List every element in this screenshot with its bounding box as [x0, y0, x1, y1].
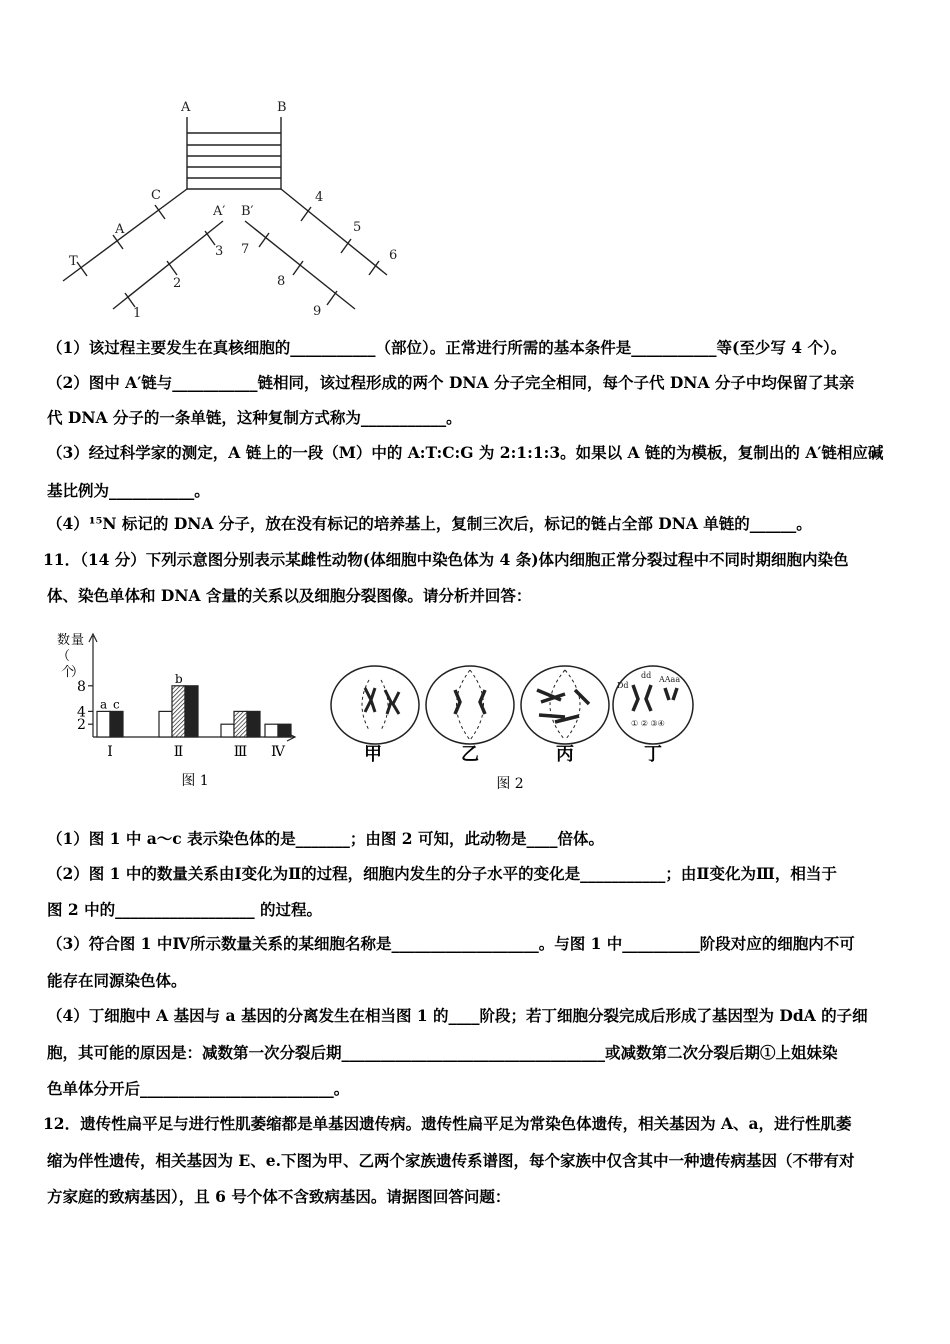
cell-label-yi: 乙	[461, 744, 479, 765]
q11-intro-1	[43, 548, 849, 570]
q10-line-3: 代 DNA 分子的一条单链，这种复制方式称为___________。	[47, 408, 462, 427]
chart-bar-label: c	[113, 697, 120, 712]
cell-label-bing: 丙	[556, 744, 574, 765]
q11-line-8: 色单体分开后_________________________。	[47, 1079, 350, 1098]
label-6: 6	[389, 248, 398, 263]
ding-label-numbers: ① ② ③④	[631, 719, 665, 728]
chart-ytick-label: 8	[77, 678, 86, 695]
q12-line-1: 12．遗传性扁平足与进行性肌萎缩都是单基因遗传病。遗传性扁平足为常染色体遗传，相关基因为 A、a，进行性肌萎	[43, 1114, 852, 1133]
chart-ylabel-char: （	[57, 649, 71, 664]
q11-line-3: 图 2 中的__________________ 的过程。	[47, 900, 322, 919]
chart-ylabel-char: ）	[71, 665, 85, 680]
q10-line-6: （4）¹⁵N 标记的 DNA 分子，放在没有标记的培养基上，复制三次后，标记的链占全部 DNA 单链的______。	[47, 514, 812, 533]
label-9: 9	[313, 304, 322, 319]
chart-bar-a	[221, 724, 234, 737]
chart-ylabel-char: 数	[57, 633, 71, 648]
chart-bar-b	[172, 686, 185, 737]
chart-category-label: Ⅱ	[173, 744, 184, 760]
chart-ytick-label: 2	[77, 717, 86, 734]
chart-bar-c	[110, 711, 123, 737]
q10-line-1: （1）该过程主要发生在真核细胞的___________（部位）。正常进行所需的基本条件是___________等(至少写 4 个）。	[47, 338, 847, 357]
q11-line-1: （1）图 1 中 a～c 表示染色体的是_______；由图 2 可知，此动物是____倍体。	[47, 829, 604, 848]
chart-bar-c	[185, 686, 198, 737]
cell-yi	[426, 666, 514, 744]
chart-ylabel-char: 量	[71, 633, 85, 648]
chart-bar-b	[234, 711, 247, 737]
chart-bar-label: a	[100, 697, 108, 712]
figure-1-bar-chart	[55, 628, 305, 793]
chart-bar-c	[247, 711, 260, 737]
q12-line-3: 方家庭的致病基因），且 6 号个体不含致病基因。请据图回答问题：	[47, 1187, 511, 1206]
dna-replication-figure	[55, 95, 415, 320]
label-2: 2	[173, 276, 182, 291]
label-1: 1	[133, 306, 142, 320]
label-A2: A	[115, 222, 125, 237]
label-B-prime: B′	[241, 204, 254, 219]
chart-bar-a	[97, 711, 110, 737]
chart-category-label: Ⅰ	[107, 744, 113, 760]
q11-line-4: （3）符合图 1 中Ⅳ所示数量关系的某细胞名称是___________________。与图 1 中__________阶段对应的细胞内不可	[47, 934, 855, 953]
ding-label-dd1: Dd	[617, 681, 629, 690]
ding-label-dd2: dd	[641, 671, 652, 680]
label-5: 5	[353, 220, 362, 235]
chart-bar-a	[265, 724, 278, 737]
q11-line-6: （4）丁细胞中 A 基因与 a 基因的分离发生在相当图 1 的____阶段；若丁细胞分裂完成后形成了基因型为 DdA 的子细	[47, 1006, 868, 1025]
q10-line-2: （2）图中 A′链与___________链相同，该过程形成的两个 DNA 分子完全相同，每个子代 DNA 分子中均保留了其亲	[47, 373, 855, 392]
label-A-prime: A′	[213, 204, 226, 219]
label-T: T	[69, 254, 78, 269]
cell-ding	[613, 666, 693, 744]
q12-line-2: 缩为伴性遗传，相关基因为 E、e.下图为甲、乙两个家族遗传系谱图，每个家族中仅含其中一种遗传病基因（不带有对	[47, 1151, 855, 1170]
figure-2-caption: 图 2	[496, 776, 524, 792]
chart-category-label: Ⅳ	[271, 744, 285, 760]
label-A: A	[181, 100, 191, 115]
label-C: C	[151, 188, 161, 203]
label-3: 3	[215, 244, 224, 259]
cell-jia	[331, 666, 419, 744]
chart-ylabel-char: 个	[61, 665, 75, 680]
q11-line-5: 能存在同源染色体。	[47, 971, 187, 990]
q11-intro-2: 体、染色单体和 DNA 含量的关系以及细胞分裂图像。请分析并回答：	[47, 586, 532, 605]
label-B: B	[277, 100, 287, 115]
cell-bing	[521, 666, 609, 744]
chart-bar-c	[278, 724, 291, 737]
q11-line-7: 胞，其可能的原因是：减数第一次分裂后期__________________________________或减数第二次分裂后期①上姐妹染	[47, 1043, 838, 1062]
cell-label-ding: 丁	[644, 744, 662, 765]
label-8: 8	[277, 274, 286, 289]
chart-ytick-label: 4	[77, 704, 86, 721]
chart-title: 图 1	[181, 773, 209, 789]
q11-line-2: （2）图 1 中的数量关系由Ⅰ变化为Ⅱ的过程，细胞内发生的分子水平的变化是___________；由Ⅱ变化为Ⅲ，相当于	[47, 864, 837, 883]
chart-bar-a	[159, 711, 172, 737]
chart-category-label: Ⅲ	[233, 744, 248, 760]
q11-intro-1-text: 11．（14 分）下列示意图分别表示某雌性动物(体细胞中染色体为 4 条)体内细胞正常分裂过程中不同时期细胞内染色	[43, 550, 849, 569]
chart-bar-label: b	[175, 671, 183, 686]
cell-label-jia: 甲	[364, 744, 382, 765]
figure-2-cell-images	[325, 660, 700, 795]
q10-line-5: 基比例为___________。	[47, 481, 210, 500]
q10-line-4: （3）经过科学家的测定，A 链上的一段（M）中的 A:T:C:G 为 2:1:1:3。如果以 A 链的为模板，复制出的 A′链相应碱	[47, 443, 884, 462]
label-4: 4	[315, 190, 324, 205]
ding-label-aaaa: AAaa	[659, 675, 681, 684]
label-7: 7	[241, 242, 250, 257]
